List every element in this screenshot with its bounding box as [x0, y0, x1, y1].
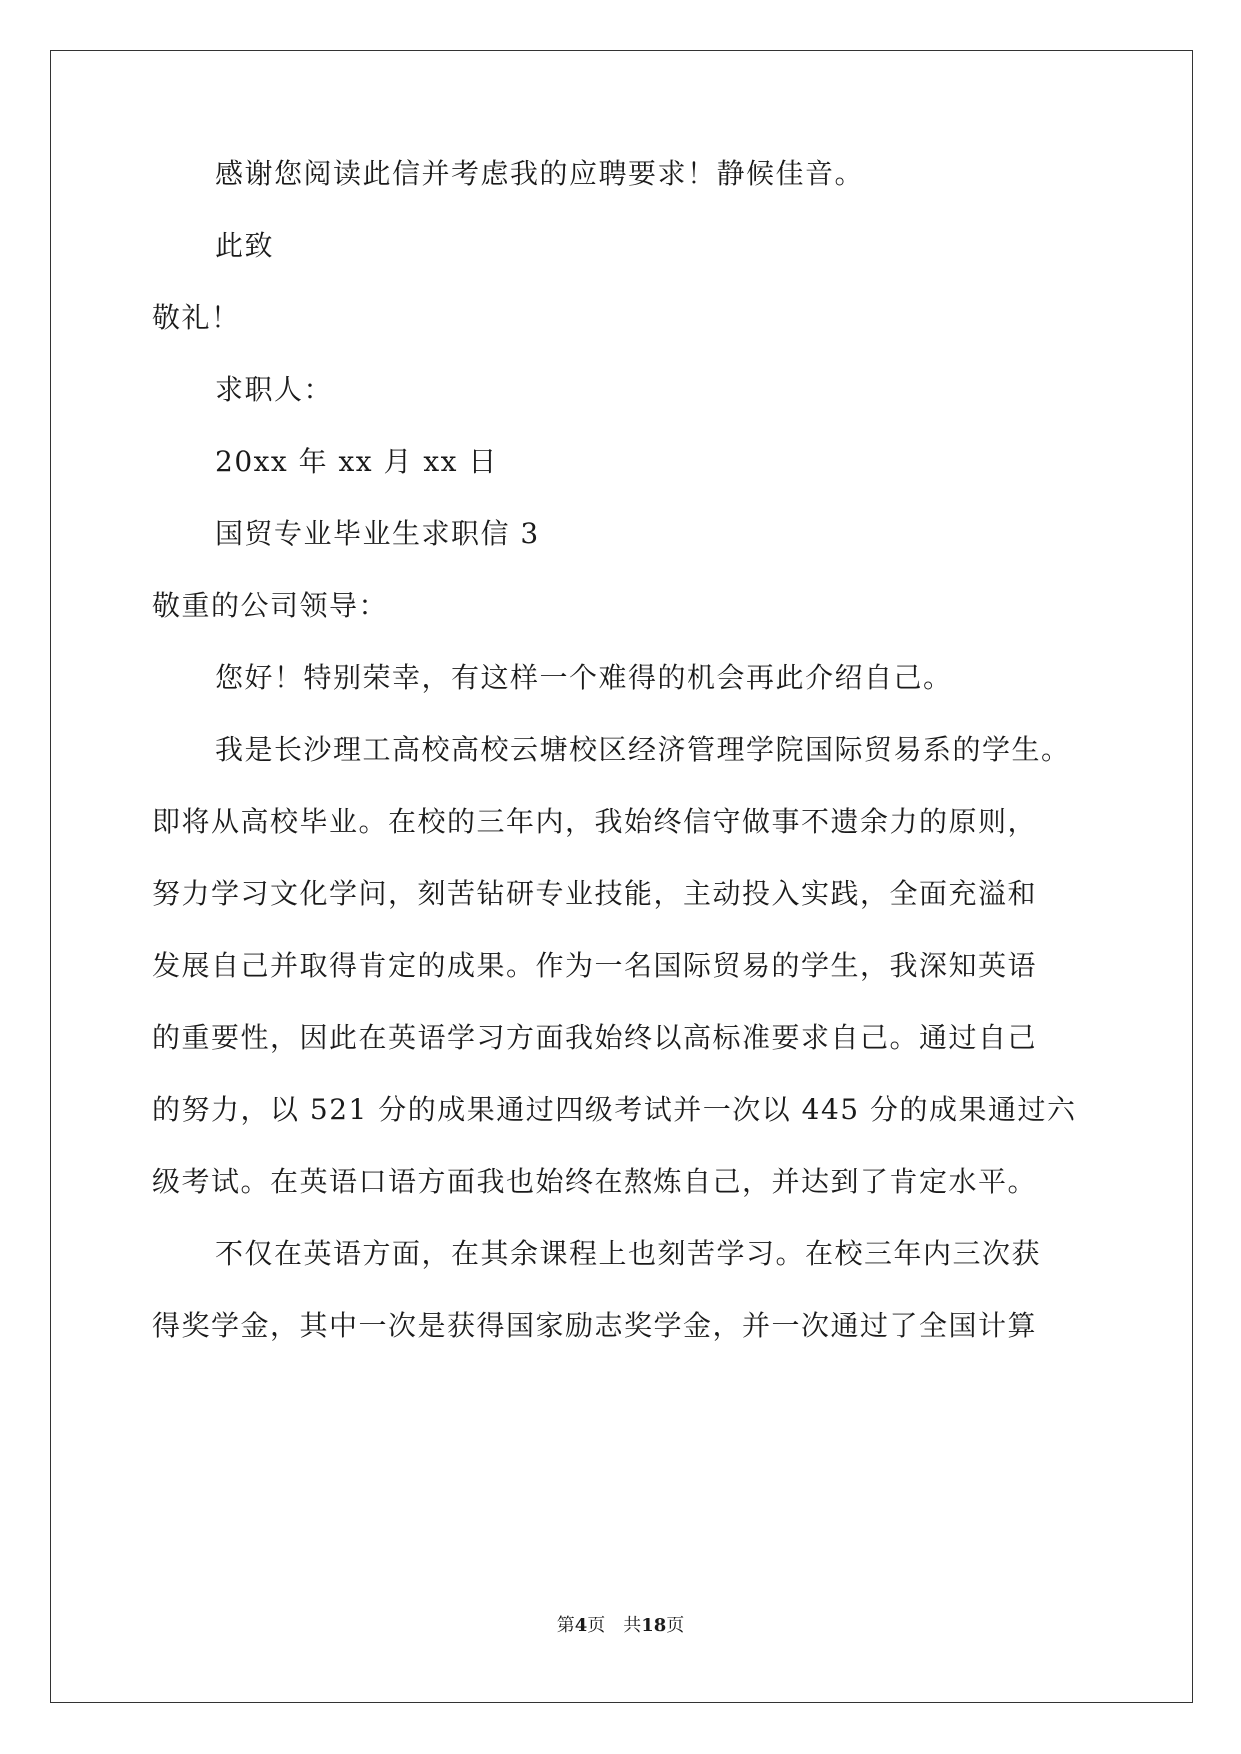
text-line: 的重要性，因此在英语学习方面我始终以高标准要求自己。通过自己: [152, 1021, 1038, 1054]
text-line: 得奖学金，其中一次是获得国家励志奖学金，并一次通过了全国计算: [152, 1309, 1038, 1342]
text-line: 我是长沙理工高校高校云塘校区经济管理学院国际贸易系的学生。: [215, 733, 1071, 766]
text-line: 您好！特别荣幸，有这样一个难得的机会再此介绍自己。: [215, 661, 953, 694]
page-current: 4: [574, 1615, 588, 1636]
text-line: 即将从高校毕业。在校的三年内，我始终信守做事不遗余力的原则，: [152, 805, 1038, 838]
total-prefix: 共: [623, 1615, 642, 1636]
text-line: 20xx 年 xx 月 xx 日: [215, 445, 498, 478]
section-title: 国贸专业毕业生求职信 3: [215, 517, 540, 550]
total-suffix: 页: [666, 1615, 685, 1636]
page-footer: [0, 1614, 1241, 1638]
text-line: 敬礼！: [152, 301, 241, 334]
text-line: 此致: [215, 229, 275, 262]
text-line: 不仅在英语方面，在其余课程上也刻苦学习。在校三年内三次获: [215, 1237, 1042, 1270]
text-line: 的努力，以 521 分的成果通过四级考试并一次以 445 分的成果通过六: [152, 1093, 1077, 1126]
text-line: 级考试。在英语口语方面我也始终在熬炼自己，并达到了肯定水平。: [152, 1165, 1038, 1198]
text-line: 求职人：: [215, 373, 334, 406]
page-total: 18: [641, 1615, 667, 1636]
text-line: 感谢您阅读此信并考虑我的应聘要求！静候佳音。: [215, 157, 865, 190]
salutation: 敬重的公司领导：: [152, 589, 389, 622]
page-suffix: 页: [587, 1615, 606, 1636]
text-line: 努力学习文化学问，刻苦钻研专业技能，主动投入实践，全面充溢和: [152, 877, 1038, 910]
text-line: 发展自己并取得肯定的成果。作为一名国际贸易的学生，我深知英语: [152, 949, 1038, 982]
page-prefix: 第: [556, 1615, 575, 1636]
